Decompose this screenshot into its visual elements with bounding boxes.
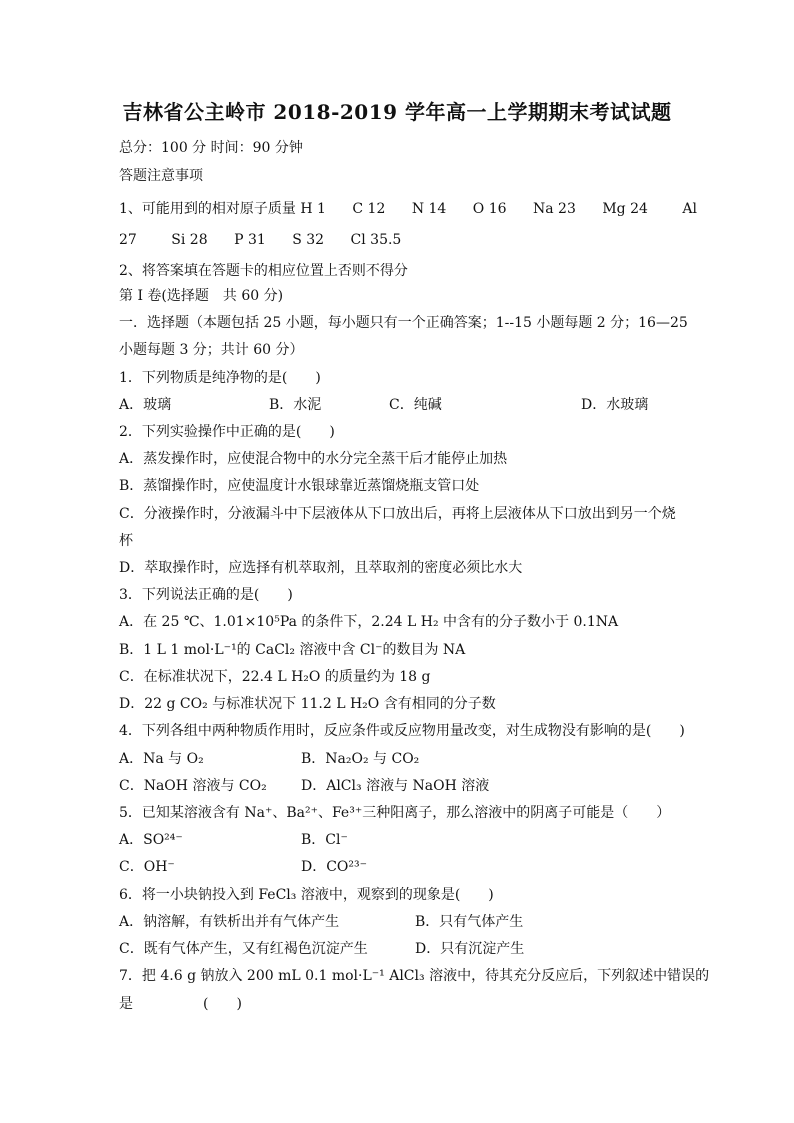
question-6-stem: 6．将一小块钠投入到 FeCl₃ 溶液中，观察到的现象是( ): [119, 887, 494, 903]
option-a: A．SO²⁴⁻: [119, 832, 183, 848]
option-d: D．CO²³⁻: [301, 859, 368, 875]
atomic-mass-row-2: [119, 231, 401, 249]
atomic-mass-item: N 14: [411, 201, 447, 217]
option-a: A．玻璃: [119, 397, 172, 413]
question-6-options-row-2: [119, 940, 699, 958]
section-1-intro-cont: 小题每题 3 分；共计 60 分）: [119, 342, 304, 358]
question-2-option-a: A．蒸发操作时，应使混合物中的水分完全蒸干后才能停止加热: [119, 451, 508, 467]
atomic-mass-row-1: [119, 200, 697, 218]
question-3-stem: 3．下列说法正确的是( ): [119, 587, 293, 603]
atomic-mass-item: Si 28: [171, 232, 208, 248]
atomic-mass-item: O 16: [472, 201, 507, 217]
question-3-option-d: D．22 g CO₂ 与标准状况下 11.2 L H₂O 含有相同的分子数: [119, 696, 496, 712]
option-b: B．Cl⁻: [301, 832, 348, 848]
option-d: D．只有沉淀产生: [415, 941, 525, 957]
atomic-mass-item: Mg 24: [602, 201, 648, 217]
atomic-mass-item: C 12: [352, 201, 386, 217]
exam-meta: 总分：100 分 时间：90 分钟: [119, 140, 303, 156]
question-2-stem: 2．下列实验操作中正确的是( ): [119, 424, 335, 440]
notice-heading: 答题注意事项: [119, 168, 203, 184]
option-b: B．只有气体产生: [415, 914, 524, 930]
question-2-option-c-cont: 杯: [119, 533, 133, 549]
question-7-stem-cont: 是 ( ): [119, 996, 242, 1012]
question-5-stem: 5．已知某溶液含有 Na⁺、Ba²⁺、Fe³⁺三种阳离子，那么溶液中的阴离子可能是（ ）: [119, 805, 671, 821]
page-title: 吉林省公主岭市 2018-2019 学年高一上学期期末考试试题: [122, 100, 672, 124]
question-4-options-row-2: [119, 777, 699, 795]
section-1-intro: 一．选择题（本题包括 25 小题，每小题只有一个正确答案；1--15 小题每题 2 分；16—25: [119, 315, 688, 331]
atomic-mass-item: Al: [682, 201, 697, 217]
question-2-option-c: C．分液操作时，分液漏斗中下层液体从下口放出后，再将上层液体从下口放出到另一个烧: [119, 506, 676, 522]
option-b: B．水泥: [269, 397, 322, 413]
atomic-mass-lead: 1、可能用到的相对原子质量 H 1: [119, 201, 326, 217]
option-c: C．OH⁻: [119, 859, 175, 875]
question-4-options-row-1: [119, 750, 699, 768]
question-2-option-d: D．萃取操作时，应选择有机萃取剂，且萃取剂的密度必须比水大: [119, 560, 523, 576]
question-1-stem: 1．下列物质是纯净物的是( ): [119, 370, 321, 386]
option-c: C．既有气体产生，又有红褐色沉淀产生: [119, 941, 368, 957]
question-4-stem: 4．下列各组中两种物质作用时，反应条件或反应物用量改变，对生成物没有影响的是( ): [119, 723, 685, 739]
question-3-option-c: C．在标准状况下，22.4 L H₂O 的质量约为 18 g: [119, 669, 431, 685]
atomic-mass-item: S 32: [292, 232, 325, 248]
atomic-mass-item: Cl 35.5: [350, 232, 402, 248]
question-3-option-b: B．1 L 1 mol·L⁻¹的 CaCl₂ 溶液中含 Cl⁻的数目为 NA: [119, 642, 466, 658]
part-1-heading: 第 I 卷(选择题 共 60 分): [119, 288, 284, 304]
option-c: C．NaOH 溶液与 CO₂: [119, 778, 267, 794]
option-b: B．Na₂O₂ 与 CO₂: [301, 751, 420, 767]
notice-2: 2、将答案填在答题卡的相应位置上否则不得分: [119, 263, 408, 279]
option-d: D．水玻璃: [581, 397, 649, 413]
question-5-options-row-1: [119, 831, 699, 849]
question-2-option-b: B．蒸馏操作时，应使温度计水银球靠近蒸馏烧瓶支管口处: [119, 478, 480, 494]
atomic-mass-item: Na 23: [533, 201, 576, 217]
atomic-mass-item: 27: [119, 232, 137, 248]
option-c: C．纯碱: [389, 397, 442, 413]
question-7-stem: 7．把 4.6 g 钠放入 200 mL 0.1 mol·L⁻¹ AlCl₃ 溶液中，待其充分反应后，下列叙述中错误的: [119, 968, 710, 984]
option-a: A．Na 与 O₂: [119, 751, 204, 767]
question-3-option-a: A．在 25 ℃、1.01×10⁵Pa 的条件下，2.24 L H₂ 中含有的分子数小于 0.1NA: [119, 614, 619, 630]
question-6-options-row-1: [119, 913, 699, 931]
atomic-mass-item: P 31: [234, 232, 266, 248]
option-d: D．AlCl₃ 溶液与 NaOH 溶液: [301, 778, 490, 794]
question-5-options-row-2: [119, 858, 699, 876]
option-a: A．钠溶解，有铁析出并有气体产生: [119, 914, 340, 930]
question-1-options: [119, 396, 699, 414]
